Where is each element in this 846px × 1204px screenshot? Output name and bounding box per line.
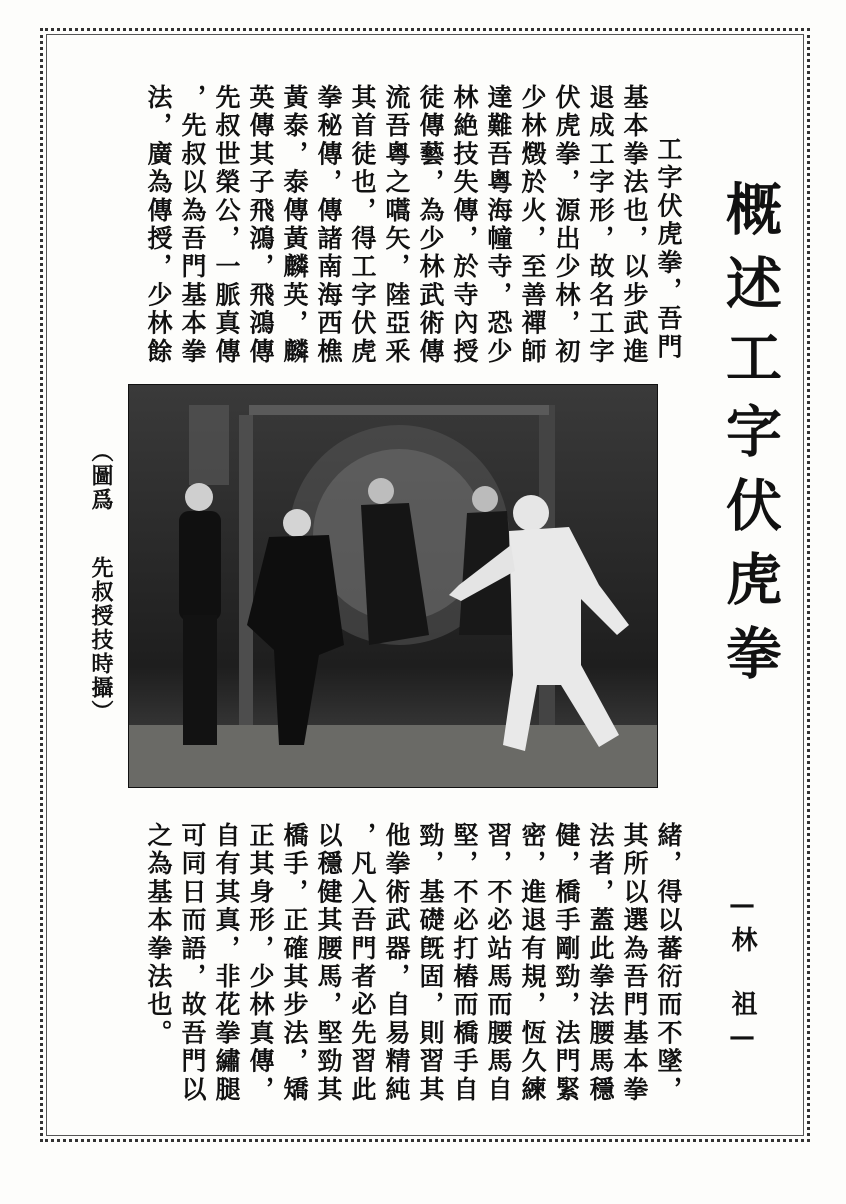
kungfu-lesson-photo — [128, 384, 658, 788]
text-column: 基本拳法也，以步武進 — [620, 84, 649, 366]
photo-illustration — [129, 385, 657, 787]
text-column: 英傳其子飛鴻，飛鴻傳 — [246, 84, 275, 366]
text-column: 法，廣為傳授，少林餘 — [144, 84, 173, 366]
text-column: 徒傳藝，為少林武術傳 — [416, 84, 445, 366]
text-column: 拳秘傳，傳諸南海西樵 — [314, 84, 343, 366]
text-column: 先叔世榮公，一脈真傳 — [212, 84, 241, 366]
text-column: 健，橋手剛勁，法門緊 — [552, 822, 581, 1104]
text-column: 黃泰，泰傳黃麟英，麟 — [280, 84, 309, 366]
text-column: 退成工字形，故名工字 — [586, 84, 615, 366]
text-column: 達難吾粵海幢寺，恐少 — [484, 84, 513, 366]
text-column: 伏虎拳，源出少林，初 — [552, 84, 581, 366]
text-column: 橋手，正確其步法，矯 — [280, 822, 309, 1104]
text-column: 自有其真，非花拳繡腿 — [212, 822, 241, 1104]
text-column: 勁，基礎旣固，則習其 — [416, 822, 445, 1104]
text-column: 之為基本拳法也。 — [144, 822, 173, 1048]
text-column: 可同日而語，故吾門以 — [178, 822, 207, 1104]
text-column: 其所以選為吾門基本拳 — [620, 822, 649, 1104]
text-column: 其首徒也，得工字伏虎 — [348, 84, 377, 366]
text-column: 法者，蓋此拳法腰馬穩 — [586, 822, 615, 1104]
text-column: 緒，得以蕃衍而不墜， — [654, 822, 683, 1104]
photo-caption-text: 先叔授技時攝） — [88, 556, 114, 724]
text-column: 以穩健其腰馬，堅勁其 — [314, 822, 343, 1104]
text-column: ，凡入吾門者必先習此 — [348, 822, 377, 1104]
text-column: 堅，不必打樁而橋手自 — [450, 822, 479, 1104]
text-column: 流吾粵之嚆矢，陸亞釆 — [382, 84, 411, 366]
text-column: ，先叔以為吾門基本拳 — [178, 84, 207, 366]
photo-caption-open: （圖爲 — [88, 440, 114, 512]
author-name: —林 祖— — [727, 890, 757, 1058]
text-column: 密，進退有規，恆久練 — [518, 822, 547, 1104]
article-title: 概述工字伏虎拳 — [717, 180, 783, 698]
text-column: 正其身形，少林真傳， — [246, 822, 275, 1104]
text-column: 習，不必站馬而腰馬自 — [484, 822, 513, 1104]
text-column: 工字伏虎拳，吾門 — [654, 136, 683, 362]
text-column: 他拳術武器，自易精純 — [382, 822, 411, 1104]
text-column: 少林燬於火，至善禪師 — [518, 84, 547, 366]
text-column: 林絶技失傳，於寺內授 — [450, 84, 479, 366]
